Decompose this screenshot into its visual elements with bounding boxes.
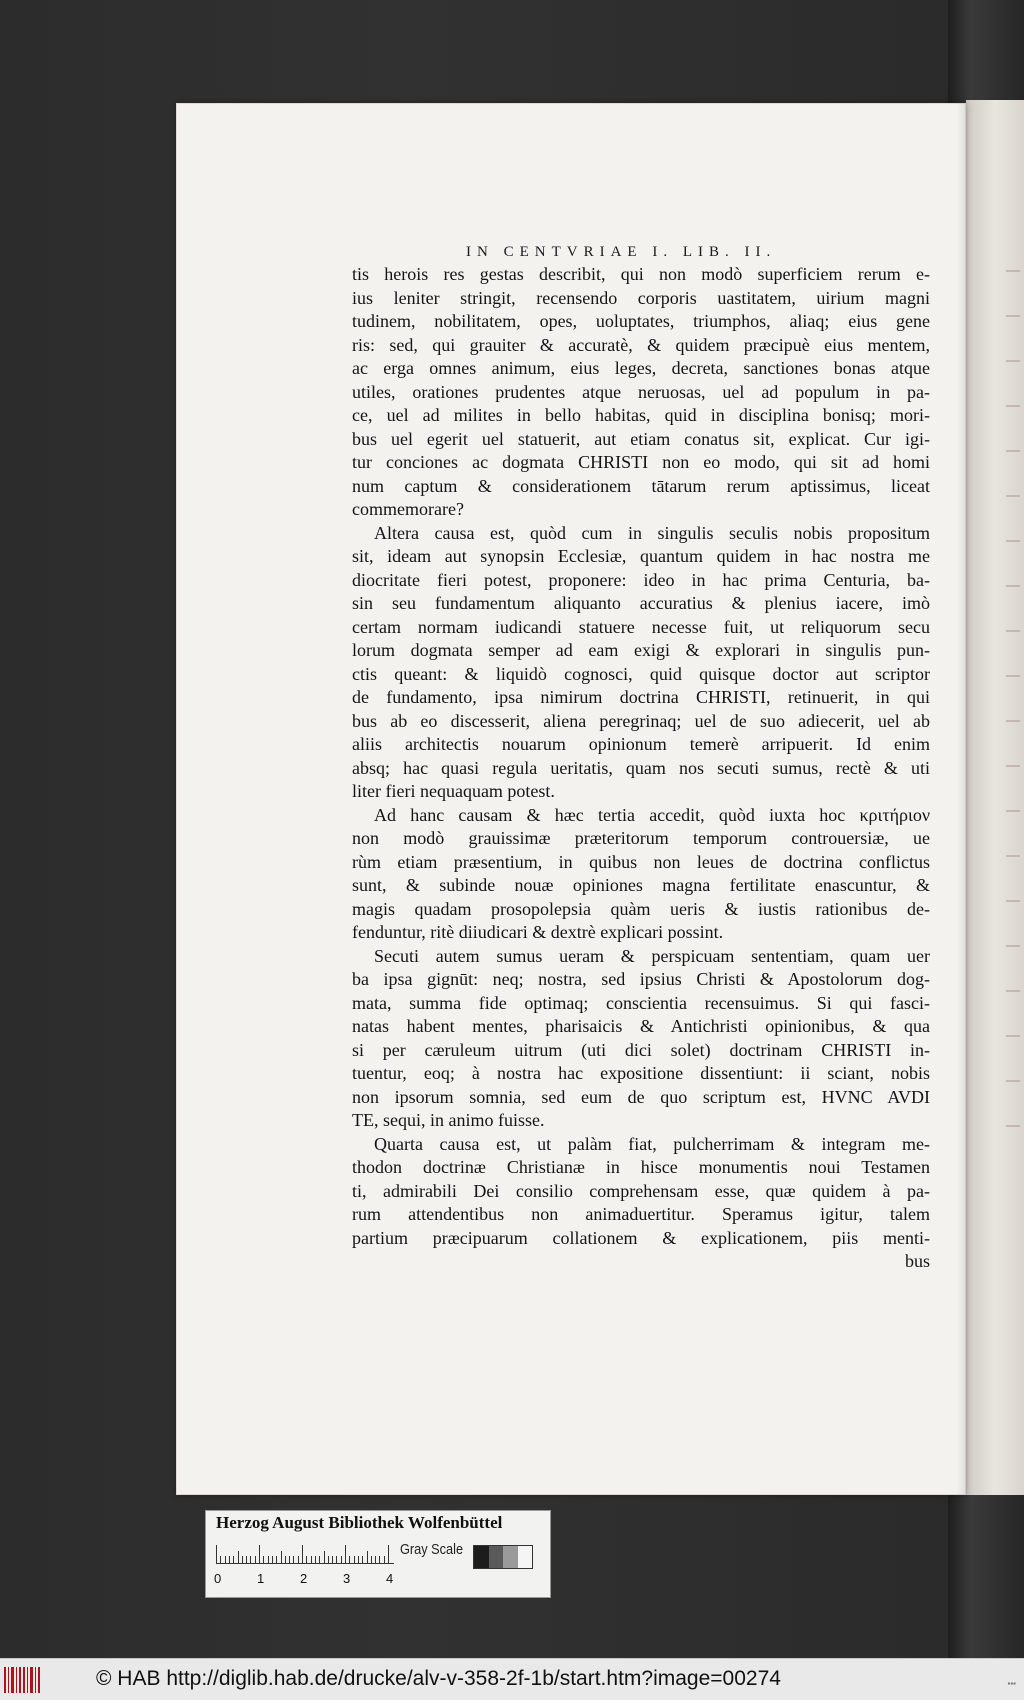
text-line: rùm etiam præsentium, in quibus non leues de doctrina conflictus <box>352 851 930 872</box>
text-line: partium præcipuarum collationem & explicationem, piis menti- <box>352 1227 930 1248</box>
hab-logo-icon <box>4 1667 46 1693</box>
gray-scale-patches <box>473 1545 533 1569</box>
text-line: tudinem, nobilitatem, opes, uoluptates, triumphos, aliaq; eius gene <box>352 311 930 331</box>
ruler-tick <box>281 1551 282 1563</box>
ruler-tick <box>250 1556 251 1563</box>
ruler-tick <box>345 1545 346 1563</box>
ruler-tick <box>225 1556 226 1563</box>
text-line: Quarta causa est, ut palàm fiat, pulcherrimam & integram me- <box>374 1133 930 1154</box>
gray-scale-label: Gray Scale <box>400 1541 464 1558</box>
ruler-tick <box>349 1556 350 1563</box>
gray-patch <box>503 1546 518 1568</box>
text-line: commemorare? <box>352 499 464 519</box>
barcode-bar <box>19 1667 21 1693</box>
text-line: ba ipsa gignūt: neq; nostra, sed ipsius Christi & Apostolorum dog- <box>352 969 930 989</box>
ruler-tick <box>302 1545 303 1563</box>
text-line: sunt, & subinde nouæ opiniones magna fertilitate enascuntur, & <box>352 875 930 895</box>
ruler-tick <box>332 1556 333 1563</box>
text-line: aliis architectis nouarum opinionum temerè arripuerit. Id enim <box>352 734 930 754</box>
text-line: non ipsorum somnia, sed eum de quo scriptum est, HVNC AVDI <box>352 1086 930 1107</box>
text-line: ce, uel ad milites in bello habitas, quid in disciplina bonisq; mori- <box>352 405 930 425</box>
barcode-bar <box>30 1667 33 1693</box>
ruler-label: 1 <box>257 1571 265 1586</box>
ruler-tick <box>319 1556 320 1563</box>
ruler-tick <box>362 1556 363 1563</box>
barcode-bar <box>4 1667 6 1693</box>
text-line: Secuti autem sumus ueram & perspicuam sententiam, quam uer <box>374 945 930 966</box>
gray-patch <box>489 1546 504 1568</box>
text-line: natas habent mentes, pharisaicis & Antichristi opinionibus, & qua <box>352 1016 930 1036</box>
text-line: tur conciones ac dogmata CHRISTI non eo modo, qui sit ad homi <box>352 452 930 472</box>
ruler-tick <box>358 1556 359 1563</box>
ruler-tick <box>233 1556 234 1563</box>
ruler-tick <box>263 1556 264 1563</box>
text-line: liter fieri nequaquam potest. <box>352 781 555 801</box>
ruler-label: 4 <box>386 1571 394 1586</box>
ruler-tick <box>289 1556 290 1563</box>
text-line: Altera causa est, quòd cum in singulis seculis nobis propositum <box>374 522 930 543</box>
text-line: utiles, orationes prudentes atque neruosas, uel ad populum in pa- <box>352 381 930 402</box>
page-edge-shadow <box>956 103 966 1495</box>
barcode-bar <box>11 1667 14 1693</box>
gray-patch <box>474 1546 489 1568</box>
gray-patch <box>518 1546 533 1568</box>
cm-ruler <box>216 1545 394 1564</box>
ruler-tick <box>242 1556 243 1563</box>
ruler-tick <box>268 1556 269 1563</box>
ruler-tick <box>315 1556 316 1563</box>
footer-bar <box>0 1658 1024 1700</box>
ruler-tick <box>285 1556 286 1563</box>
text-line: bus ab eo discesserit, aliena peregrinaq; uel de suo adiecerit, uel ab <box>352 710 930 731</box>
text-line: ris: sed, qui grauiter & accuratè, & quidem præcipuè eius mentem, <box>352 334 930 355</box>
text-line: ius leniter stringit, recensendo corporis uastitatem, uirium magni <box>352 287 930 308</box>
text-line: si per cæruleum uitrum (uti dici solet) doctrinam CHRISTI in- <box>352 1039 930 1060</box>
running-head: IN CENTVRIAE I. LIB. II. <box>466 244 777 260</box>
text-line: certam normam iudicandi statuere necesse fuit, ut reliquorum secu <box>352 616 930 637</box>
barcode-bar <box>38 1667 40 1693</box>
text-line: mata, summa fide optimaq; conscientia recensuimus. Si qui fasci- <box>352 992 930 1013</box>
ruler-tick <box>371 1556 372 1563</box>
text-line: Ad hanc causam & hæc tertia accedit, quòd iuxta hoc κριτήριον <box>374 804 930 825</box>
ruler-tick <box>293 1556 294 1563</box>
ruler-tick <box>375 1556 376 1563</box>
ruler-tick <box>220 1556 221 1563</box>
text-line: bus uel egerit uel statuerit, aut etiam conatus sit, explicat. Cur igi- <box>352 428 930 449</box>
ruler-tick <box>259 1545 260 1563</box>
ruler-tick <box>246 1556 247 1563</box>
ruler-tick <box>336 1556 337 1563</box>
text-line: ctis queant: & liquidò cognosci, quid quisque doctor aut scriptor <box>352 663 930 684</box>
barcode-bar <box>16 1667 17 1693</box>
adjacent-page-edge <box>966 100 1024 1495</box>
barcode-bar <box>27 1667 28 1693</box>
barcode-bar <box>8 1667 9 1693</box>
ruler-label: 2 <box>300 1571 308 1586</box>
ruler-tick <box>324 1551 325 1563</box>
ruler-tick <box>272 1556 273 1563</box>
text-line: bus <box>904 1251 930 1271</box>
copyright-url[interactable]: © HAB http://diglib.hab.de/drucke/alv-v-358-2f-1b/start.htm?image=00274 <box>96 1667 781 1690</box>
text-line: rum attendentibus non animaduertitur. Speramus igitur, talem <box>352 1204 930 1224</box>
ruler-tick <box>276 1556 277 1563</box>
barcode-bar <box>35 1667 36 1693</box>
footer-tag: ▪▪▪ <box>1007 1679 1016 1688</box>
ruler-tick <box>238 1551 239 1563</box>
text-line: absq; hac quasi regula ueritatis, quam nos secuti sumus, rectè & uti <box>352 757 930 778</box>
text-line: ac erga omnes animum, eius leges, decreta, sanctiones bonas atque <box>352 358 930 378</box>
text-line: ti, admirabili Dei consilio comprehensam esse, quæ quidem à pa- <box>352 1180 930 1201</box>
text-line: num captum & considerationem tātarum rerum aptissimus, liceat <box>352 475 930 496</box>
text-line: diocritate fieri potest, proponere: ideo in hac prima Centuria, ba- <box>352 569 930 590</box>
text-line: thodon doctrinæ Christianæ in hisce monumentis noui Testamen <box>352 1157 930 1177</box>
ruler-tick <box>367 1551 368 1563</box>
text-line: tuentur, eoq; à nostra hac expositione dissentiunt: ii sciant, nobis <box>352 1063 930 1083</box>
ruler-tick <box>341 1556 342 1563</box>
text-line: TE, sequi, in animo fuisse. <box>352 1110 545 1130</box>
text-line: sin seu fundamentum aliquanto accuratius & plenius iacere, imò <box>352 593 930 613</box>
library-name: Herzog August Bibliothek Wolfenbüttel <box>216 1513 503 1532</box>
text-line: de fundamento, ipsa nimirum doctrina CHRISTI, retinuerit, in qui <box>352 687 930 707</box>
body-text <box>352 263 930 1274</box>
ruler-label: 3 <box>343 1571 351 1586</box>
ruler-tick <box>216 1545 217 1563</box>
text-line: sit, ideam aut synopsin Ecclesiæ, quantum quidem in hac nostra me <box>352 546 930 566</box>
text-line: fenduntur, ritè diiudicari & dextrè explicari possint. <box>352 922 724 942</box>
ruler-tick <box>384 1556 385 1563</box>
ruler-tick <box>306 1556 307 1563</box>
text-line: tis herois res gestas describit, qui non modò superficiem rerum e- <box>352 264 930 284</box>
ruler-tick <box>311 1556 312 1563</box>
ruler-tick <box>229 1556 230 1563</box>
text-line: non modò grauissimæ præteritorum temporum controuersiæ, ue <box>352 828 930 848</box>
ruler-tick <box>255 1556 256 1563</box>
ruler-label: 0 <box>214 1571 222 1586</box>
ruler-tick <box>354 1556 355 1563</box>
ruler-tick <box>298 1556 299 1563</box>
color-target <box>205 1510 551 1598</box>
barcode-bar <box>23 1667 25 1693</box>
text-line: lorum dogmata semper ad eam exigi & explorari in singulis pun- <box>352 640 930 660</box>
ruler-tick <box>328 1556 329 1563</box>
ruler-tick <box>379 1556 380 1563</box>
text-line: magis quadam prosopolepsia quàm ueris & iustis rationibus de- <box>352 898 930 919</box>
book-page <box>176 103 966 1495</box>
ruler-tick <box>388 1545 389 1563</box>
